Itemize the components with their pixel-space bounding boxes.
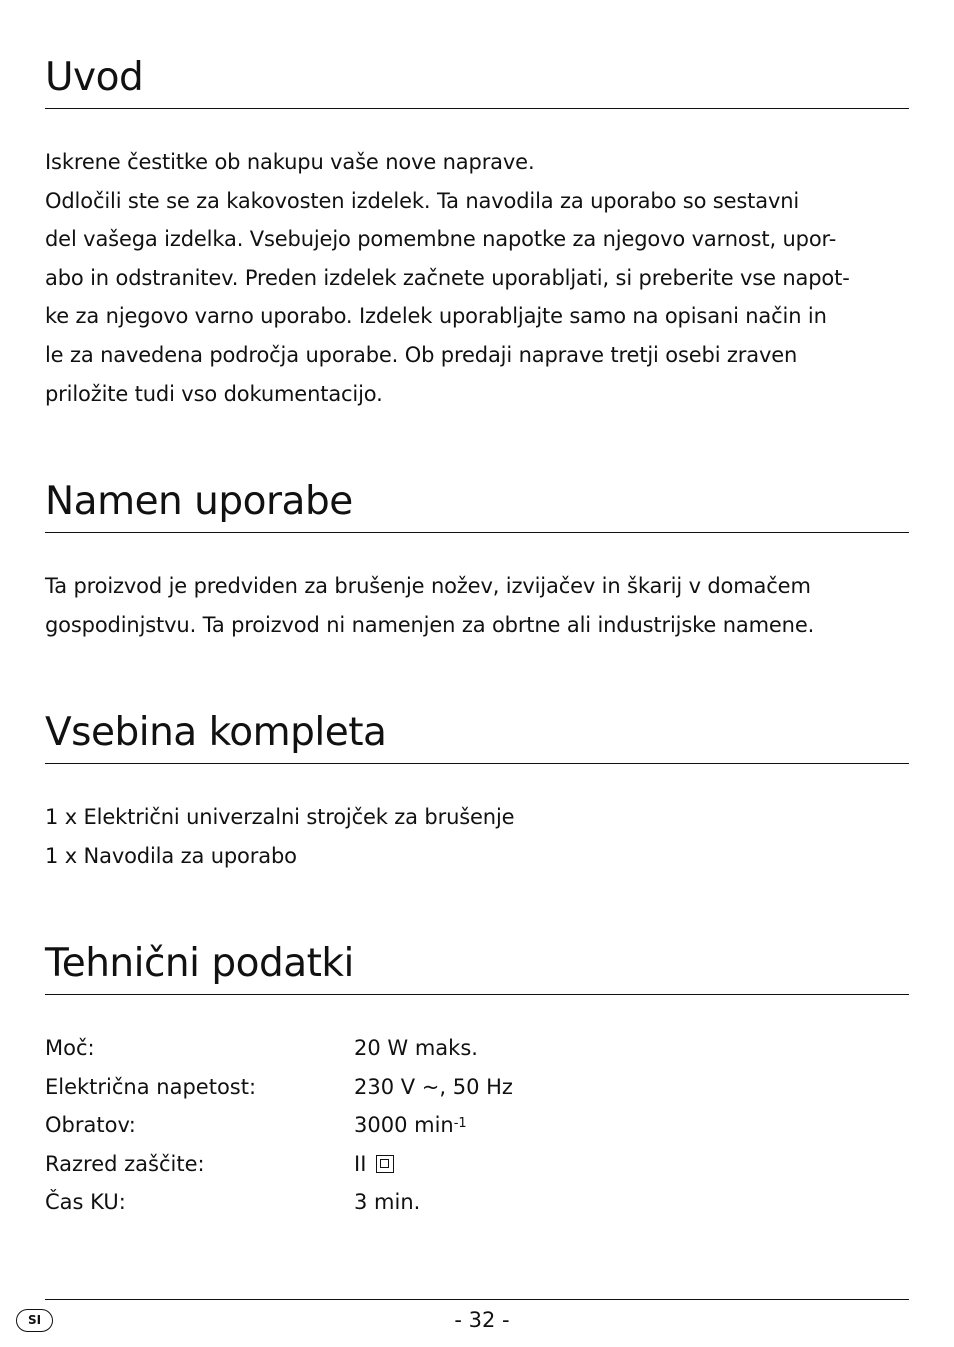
spec-label: Moč: <box>45 1036 95 1060</box>
contents-list <box>45 798 909 875</box>
intro-line: Iskrene čestitke ob nakupu vaše nove naprave. <box>45 150 535 174</box>
section-purpose <box>45 478 909 644</box>
spec-row <box>45 1145 909 1184</box>
spec-row <box>45 1106 909 1145</box>
intro-line: le za navedena področja uporabe. Ob predaji naprave tretji osebi zraven <box>45 342 798 367</box>
intro-line: del vašega izdelka. Vsebujejo pomembne napotke za njegovo varnost, upor- <box>45 227 837 252</box>
page-number: - 32 - <box>454 1308 510 1332</box>
purpose-paragraph <box>45 567 909 644</box>
language-badge: SI <box>16 1309 53 1332</box>
section-intro <box>45 54 909 413</box>
spec-value: 3 min. <box>354 1190 421 1215</box>
contents-item: 1 x Navodila za uporabo <box>45 843 297 868</box>
intro-line: abo in odstranitev. Preden izdelek začnete uporabljati, si preberite vse napot- <box>45 265 850 290</box>
spec-value-text: 3000 min <box>354 1113 454 1138</box>
heading-specs: Tehnični podatki <box>45 940 909 995</box>
heading-contents: Vsebina kompleta <box>45 709 909 764</box>
intro-line: ke za njegovo varno uporabo. Izdelek uporabljajte samo na opisani način in <box>45 304 827 329</box>
heading-intro: Uvod <box>45 54 909 109</box>
section-specs <box>45 940 909 1222</box>
spec-label: Razred zaščite: <box>45 1151 205 1176</box>
spec-value: 20 W maks. <box>354 1036 478 1060</box>
spec-value-text: II <box>354 1151 367 1176</box>
spec-label: Obratov: <box>45 1113 136 1138</box>
spec-row <box>45 1183 909 1222</box>
spec-value: 3000 min $^{-1}$ <box>354 1106 467 1145</box>
purpose-line: Ta proizvod je predviden za brušenje nožev, izvijačev in škarij v domačem <box>45 574 811 598</box>
intro-line: Odločili ste se za kakovosten izdelek. Ta navodila za uporabo so sestavni <box>45 188 800 213</box>
spec-value: 230 V ~, 50 Hz <box>354 1074 513 1099</box>
footer-divider <box>45 1299 909 1300</box>
contents-item: 1 x Električni univerzalni strojček za brušenje <box>45 805 515 829</box>
spec-value <box>354 1145 394 1184</box>
spec-label: Čas KU: <box>45 1190 126 1215</box>
intro-paragraph <box>45 143 909 413</box>
spec-row <box>45 1029 909 1068</box>
section-contents <box>45 709 909 875</box>
heading-purpose: Namen uporabe <box>45 478 909 533</box>
intro-line: priložite tudi vso dokumentacijo. <box>45 381 383 406</box>
purpose-line: gospodinjstvu. Ta proizvod ni namenjen za obrtne ali industrijske namene. <box>45 612 815 637</box>
protection-class-ii-icon <box>376 1155 394 1173</box>
specs-table <box>45 1029 909 1222</box>
spec-row <box>45 1068 909 1107</box>
spec-label: Električna napetost: <box>45 1074 257 1099</box>
